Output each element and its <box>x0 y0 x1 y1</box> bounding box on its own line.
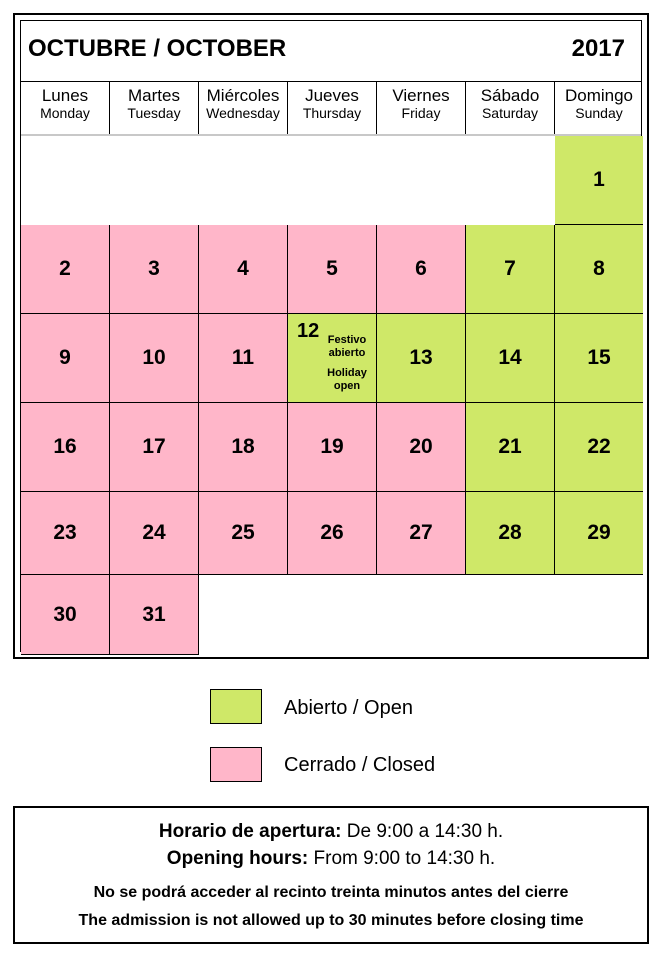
empty-cell <box>21 136 110 225</box>
day-cell-20 <box>377 403 466 492</box>
weekday-wednesday <box>199 82 288 134</box>
day-number: 29 <box>587 521 611 544</box>
empty-cell <box>288 136 377 225</box>
day-number: 10 <box>142 346 166 369</box>
info-box <box>13 806 649 944</box>
empty-cell <box>199 136 288 225</box>
day-number: 9 <box>59 346 71 369</box>
day-cell-24 <box>110 492 199 575</box>
day-cell-8 <box>555 225 643 314</box>
day-number: 15 <box>587 346 611 369</box>
day-number: 27 <box>409 521 433 544</box>
day-number: 3 <box>148 257 160 280</box>
month-title: OCTUBRE / OCTOBER <box>28 35 287 62</box>
day-number: 30 <box>53 602 77 626</box>
weekday-sunday <box>555 82 643 134</box>
day-cell-23 <box>21 492 110 575</box>
empty-cell <box>377 136 466 225</box>
empty-cell <box>466 136 555 225</box>
empty-cell <box>288 575 377 655</box>
calendar <box>13 13 649 659</box>
day-number: 21 <box>498 435 522 458</box>
day-cell-25 <box>199 492 288 575</box>
day-number: 22 <box>587 435 611 458</box>
weekday-es: Lunes <box>41 86 89 105</box>
holiday-note-en: Holiday open <box>327 367 367 392</box>
day-cell-21 <box>466 403 555 492</box>
weekday-monday <box>21 82 110 134</box>
day-cell-6 <box>377 225 466 314</box>
weekday-es: Viernes <box>392 86 450 105</box>
day-cell-22 <box>555 403 643 492</box>
weekday-en: Friday <box>401 105 441 121</box>
weekday-saturday <box>466 82 555 134</box>
day-cell-26 <box>288 492 377 575</box>
weekday-es: Miércoles <box>206 86 280 105</box>
empty-cell <box>110 136 199 225</box>
day-grid <box>21 136 643 655</box>
day-cell-10 <box>110 314 199 403</box>
day-cell-29 <box>555 492 643 575</box>
legend-closed-swatch <box>210 747 262 782</box>
day-number: 19 <box>320 435 344 458</box>
day-cell-17 <box>110 403 199 492</box>
day-cell-18 <box>199 403 288 492</box>
day-cell-4 <box>199 225 288 314</box>
weekday-es: Domingo <box>564 86 634 105</box>
year-title: 2017 <box>571 35 625 62</box>
weekday-friday <box>377 82 466 134</box>
day-number: 2 <box>59 257 71 280</box>
day-cell-19 <box>288 403 377 492</box>
day-cell-5 <box>288 225 377 314</box>
day-cell-2 <box>21 225 110 314</box>
day-cell-11 <box>199 314 288 403</box>
day-cell-12 <box>288 314 377 403</box>
hours-en-label: Opening hours: <box>166 848 309 869</box>
day-number: 6 <box>415 257 427 280</box>
weekday-en: Sunday <box>575 105 623 121</box>
day-number: 28 <box>498 521 522 544</box>
day-number: 13 <box>409 346 433 369</box>
day-cell-1 <box>555 136 643 225</box>
notice-es: No se podrá acceder al recinto treinta minutos antes del cierre <box>93 884 569 901</box>
day-number: 23 <box>53 521 77 544</box>
title-row <box>21 21 641 81</box>
holiday-note-es: Festivo abierto <box>327 334 367 359</box>
day-number: 16 <box>53 435 77 458</box>
day-number: 18 <box>231 435 255 458</box>
day-cell-31 <box>110 575 199 655</box>
day-number: 7 <box>504 257 516 280</box>
weekday-en: Monday <box>40 105 90 121</box>
hours-en-value: From 9:00 to 14:30 h. <box>308 848 496 869</box>
weekday-header <box>21 81 641 137</box>
day-cell-7 <box>466 225 555 314</box>
day-number: 11 <box>231 346 255 369</box>
day-cell-3 <box>110 225 199 314</box>
empty-cell <box>377 575 466 655</box>
weekday-es: Sábado <box>480 86 540 105</box>
day-cell-16 <box>21 403 110 492</box>
day-number: 31 <box>142 602 166 626</box>
legend-open-swatch <box>210 689 262 724</box>
day-number: 1 <box>593 168 605 191</box>
day-number: 24 <box>142 521 166 544</box>
day-number: 5 <box>326 257 338 280</box>
day-cell-27 <box>377 492 466 575</box>
day-cell-28 <box>466 492 555 575</box>
weekday-en: Tuesday <box>127 105 181 121</box>
calendar-inner <box>20 20 642 652</box>
weekday-en: Wednesday <box>206 105 280 121</box>
day-number: 25 <box>231 521 255 544</box>
day-cell-30 <box>21 575 110 655</box>
weekday-tuesday <box>110 82 199 134</box>
day-cell-9 <box>21 314 110 403</box>
empty-cell <box>466 575 555 655</box>
legend-closed-label: Cerrado / Closed <box>284 754 436 776</box>
weekday-en: Saturday <box>481 105 539 121</box>
hours-es-label: Horario de apertura: <box>158 821 342 842</box>
hours-en <box>15 848 647 870</box>
day-number: 20 <box>409 435 433 458</box>
day-number: 26 <box>320 521 344 544</box>
weekday-en: Thursday <box>302 105 362 121</box>
day-cell-13 <box>377 314 466 403</box>
weekday-es: Martes <box>128 86 180 105</box>
notice-en: The admission is not allowed up to 30 minutes before closing time <box>78 912 584 929</box>
empty-cell <box>555 575 643 655</box>
legend-open-label: Abierto / Open <box>284 697 413 719</box>
day-cell-15 <box>555 314 643 403</box>
day-number: 8 <box>593 257 605 280</box>
day-cell-14 <box>466 314 555 403</box>
weekday-es: Jueves <box>305 86 359 105</box>
hours-es-value: De 9:00 a 14:30 h. <box>341 821 504 842</box>
day-number: 12 <box>297 320 320 342</box>
empty-cell <box>199 575 288 655</box>
weekday-thursday <box>288 82 377 134</box>
day-number: 17 <box>142 435 166 458</box>
hours-es <box>15 821 647 843</box>
day-number: 4 <box>237 257 249 280</box>
day-number: 14 <box>498 346 522 369</box>
